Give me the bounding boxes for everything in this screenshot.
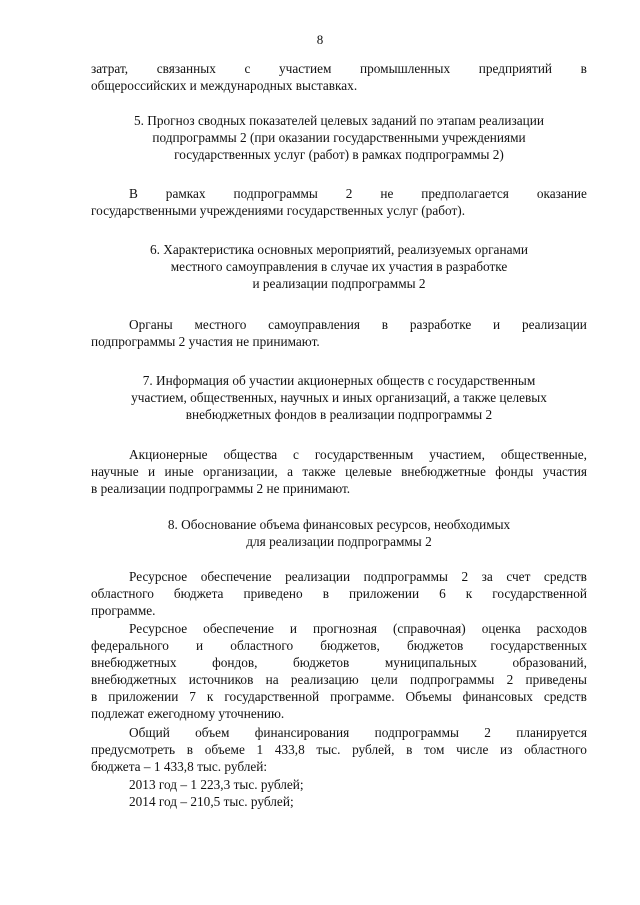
word: участия <box>542 464 587 479</box>
word: предприятий <box>478 61 553 76</box>
word: оценка <box>481 621 521 636</box>
word: средств <box>543 569 587 584</box>
word: образований, <box>512 655 587 670</box>
word: областного <box>91 586 154 601</box>
word: участием <box>279 61 332 76</box>
word: организации, <box>203 464 278 479</box>
word: приложении <box>108 689 179 704</box>
word: счет <box>506 569 531 584</box>
word: подпрограммы <box>363 569 448 584</box>
text-line <box>91 585 587 602</box>
word: иные <box>164 464 194 479</box>
word: к <box>465 586 473 601</box>
word: научные <box>91 464 139 479</box>
section-6-paragraph <box>91 316 587 350</box>
word: реализации <box>521 317 587 332</box>
heading-line: для реализации подпрограммы 2 <box>246 534 432 549</box>
word: реализации <box>285 569 351 584</box>
word: общественные, <box>500 447 587 462</box>
word: и <box>289 621 298 636</box>
word: прогнозная <box>313 621 378 636</box>
word: 2 <box>461 569 469 584</box>
text-line <box>91 568 587 585</box>
word: целевые <box>345 464 392 479</box>
heading-line: 5. Прогноз сводных показателей целевых заданий по этапам реализации <box>133 113 545 128</box>
heading-line: местного самоуправления в случае их участия в разработке <box>170 259 508 274</box>
year-item: 2014 год – 210,5 тыс. рублей; <box>129 794 294 809</box>
funding-by-year-list <box>91 776 587 810</box>
word: с <box>244 61 251 76</box>
word: 2 <box>484 725 491 740</box>
word: объем <box>195 725 230 740</box>
word: том <box>424 742 445 757</box>
text-line: государственными учреждениями государственных услуг (работ). <box>91 203 466 218</box>
word: Органы <box>129 317 173 332</box>
word: местного <box>194 317 247 332</box>
text-line: программе. <box>91 603 156 618</box>
word: в <box>406 742 413 757</box>
word: в <box>91 689 98 704</box>
section-5-paragraph <box>91 185 587 219</box>
word: на <box>265 672 279 687</box>
word: средств <box>543 689 587 704</box>
word: в <box>186 742 194 757</box>
word: расходов <box>536 621 587 636</box>
text-line <box>91 60 587 77</box>
word: числе <box>456 742 489 757</box>
year-item: 2013 год – 1 223,3 тыс. рублей; <box>129 777 304 792</box>
heading-line: 7. Информация об участии акционерных обществ с государственным <box>142 373 536 388</box>
word: планируется <box>516 725 587 740</box>
section-8-heading <box>91 516 587 550</box>
word: программе. <box>330 689 395 704</box>
word: затрат, <box>91 61 129 76</box>
word: финансовых <box>462 689 533 704</box>
word: с <box>293 447 299 462</box>
word: участием, <box>429 447 485 462</box>
word: обеспечение <box>203 621 274 636</box>
section-7-paragraph <box>91 446 587 497</box>
word: государственной <box>224 689 320 704</box>
word: рублей, <box>352 742 395 757</box>
word: муниципальных <box>384 655 477 670</box>
heading-line: 6. Характеристика основных мероприятий, реализуемых органами <box>149 242 529 257</box>
text-line: подпрограммы 2 участия не принимают. <box>91 334 320 349</box>
word: реализацию <box>290 672 359 687</box>
section-8-paragraph-c <box>91 724 587 775</box>
word: внебюджетных <box>91 655 177 670</box>
word: приложении <box>348 586 420 601</box>
word: бюджетов, <box>320 638 380 653</box>
text-line <box>91 654 587 671</box>
word: и <box>148 464 156 479</box>
text-line <box>91 671 587 688</box>
text-line <box>91 724 587 741</box>
word: оказание <box>536 186 587 201</box>
heading-line: и реализации подпрограммы 2 <box>252 276 426 291</box>
word: бюджетов <box>407 638 464 653</box>
word: общества <box>223 447 278 462</box>
section-8-paragraph-b <box>91 620 587 722</box>
text-line <box>91 185 587 202</box>
word: предусмотреть <box>91 742 176 757</box>
section-5-heading <box>91 112 587 163</box>
word: бюджета <box>173 586 224 601</box>
text-line: в реализации подпрограммы 2 не принимают. <box>91 481 351 496</box>
text-line: подлежат ежегодному уточнению. <box>91 706 285 721</box>
word: внебюджетные <box>401 464 486 479</box>
word: а <box>287 464 294 479</box>
word: подпрограммы <box>374 725 459 740</box>
word: промышленных <box>360 61 451 76</box>
text-line <box>91 741 587 758</box>
word: 6 <box>439 586 446 601</box>
word: бюджетов <box>293 655 350 670</box>
word: связанных <box>156 61 216 76</box>
word: федерального <box>91 638 169 653</box>
word: фондов, <box>212 655 258 670</box>
heading-line: государственных услуг (работ) в рамках подпрограммы 2) <box>174 147 504 162</box>
section-7-heading <box>91 372 587 423</box>
word: в <box>381 317 389 332</box>
word: рамках <box>165 186 206 201</box>
word: государственной <box>492 586 587 601</box>
word: тыс. <box>316 742 341 757</box>
text-line <box>91 463 587 480</box>
heading-line: 8. Обоснование объема финансовых ресурсов, необходимых <box>167 517 511 532</box>
word: фонды <box>495 464 534 479</box>
heading-line: участием, общественных, научных и иных организаций, а также целевых <box>131 390 547 405</box>
page-number: 8 <box>316 32 324 47</box>
word: не <box>380 186 394 201</box>
word: приведены <box>525 672 587 687</box>
word: Ресурсное <box>129 621 188 636</box>
word: 433,8 <box>274 742 305 757</box>
word: Объемы <box>405 689 452 704</box>
word: обеспечение <box>200 569 272 584</box>
text-line: бюджета – 1 433,8 тыс. рублей: <box>91 759 268 774</box>
word: государственным <box>314 447 414 462</box>
section-6-heading <box>91 241 587 292</box>
word: в <box>580 61 587 76</box>
text-line <box>91 316 587 333</box>
word: финансирования <box>254 725 350 740</box>
word: 1 <box>256 742 264 757</box>
intro-paragraph <box>91 60 587 94</box>
word: приведено <box>243 586 303 601</box>
word: Ресурсное <box>129 569 188 584</box>
heading-line: подпрограммы 2 (при оказании государственными учреждениями <box>152 130 526 145</box>
word: Акционерные <box>129 447 208 462</box>
word: самоуправления <box>268 317 360 332</box>
text-line <box>91 446 587 463</box>
word: из <box>500 742 513 757</box>
word: источников <box>188 672 254 687</box>
text-line: общероссийских и международных выставках. <box>91 78 358 93</box>
heading-line: внебюджетных фондов в реализации подпрограммы 2 <box>185 407 493 422</box>
word: подпрограммы <box>233 186 318 201</box>
word: областного <box>524 742 587 757</box>
word: внебюджетных <box>91 672 177 687</box>
word: разработке <box>409 317 472 332</box>
word: 2 <box>506 672 514 687</box>
text-line <box>91 637 587 654</box>
word: цели <box>370 672 398 687</box>
word: подпрограммы <box>409 672 495 687</box>
word: областного <box>230 638 294 653</box>
section-8-paragraph-a <box>91 568 587 619</box>
word: 2 <box>345 186 353 201</box>
word: предполагается <box>421 186 509 201</box>
word: к <box>206 689 214 704</box>
word: также <box>302 464 336 479</box>
text-line <box>91 620 587 637</box>
word: и <box>493 317 501 332</box>
word: и <box>196 638 204 653</box>
word: 7 <box>189 689 196 704</box>
word: (справочная) <box>392 621 466 636</box>
text-line <box>91 688 587 705</box>
word: Общий <box>129 725 170 740</box>
word: В <box>129 186 138 201</box>
word: за <box>481 569 493 584</box>
word: объеме <box>204 742 245 757</box>
word: государственных <box>490 638 587 653</box>
word: в <box>322 586 329 601</box>
